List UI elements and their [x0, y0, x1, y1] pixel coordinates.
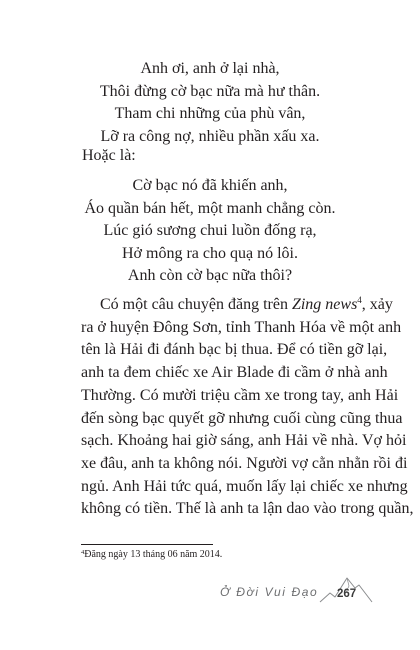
paragraph-line: anh ta đem chiếc xe Air Blade đi cầm ở nhà anh	[81, 364, 388, 382]
poem-line: Hở mông ra cho quạ nó lôi.	[122, 244, 298, 262]
poem-line: Cờ bạc nó đã khiến anh,	[132, 177, 288, 194]
paragraph-line: tên là Hải đi đánh bạc bị thua. Để có tiền gỡ lại,	[81, 341, 388, 359]
paragraph-line: đến sòng bạc quyết gỡ nhưng cuối cùng cũng thua	[81, 409, 403, 427]
poem-line: Anh ơi, anh ở lại nhà,	[140, 60, 280, 77]
paragraph-line: Thường. Có mười triệu cầm xe trong tay, anh Hải	[81, 386, 399, 404]
paragraph-text: Có một câu chuyện đăng trên	[100, 296, 292, 313]
poem-line: Lúc gió sương chui luồn đống rạ,	[103, 222, 317, 239]
source-name: Zing news	[291, 296, 358, 313]
running-footer-title: Ở Đời Vui Đạo	[220, 585, 319, 599]
paragraph-line: ngủ. Anh Hải tức quá, muốn lấy lại chiếc xe nhưng	[81, 477, 408, 495]
paragraph-line	[81, 294, 393, 317]
paragraph-text: , xảy	[361, 296, 393, 313]
footnote-marker: 4	[81, 549, 85, 556]
paragraph-line: không có tiền. Thế là anh ta lận dao vào trong quần,	[81, 500, 414, 518]
poem-line: Lỡ ra công nợ, nhiều phần xấu xa.	[100, 127, 320, 145]
footnote	[81, 548, 222, 562]
poem-line: Áo quần bán hết, một manh chẳng còn.	[84, 199, 336, 217]
paragraph-line: sạch. Khoảng hai giờ sáng, anh Hải về nhà. Vợ hỏi	[81, 432, 407, 450]
footnote-divider	[81, 544, 213, 545]
paragraph-line: xe đâu, anh ta không nói. Người vợ cằn nhằn rồi đi	[81, 454, 408, 472]
page-number: 267	[337, 588, 357, 600]
footnote-reference[interactable]: 4	[357, 295, 362, 305]
paragraph-line: ra ở huyện Đông Sơn, tỉnh Thanh Hóa về một anh	[81, 318, 402, 336]
poem-stanza-2	[0, 175, 420, 288]
or-label: Hoặc là:	[82, 147, 136, 164]
footnote-text: Đăng ngày 13 tháng 06 năm 2014.	[84, 549, 223, 560]
poem-line: Tham chi những của phù vân,	[114, 105, 306, 122]
poem-stanza-1	[0, 58, 420, 148]
body-paragraph	[81, 294, 414, 521]
poem-line: Thôi đừng cờ bạc nữa mà hư thân.	[99, 82, 321, 100]
poem-line: Anh còn cờ bạc nữa thôi?	[127, 267, 293, 284]
